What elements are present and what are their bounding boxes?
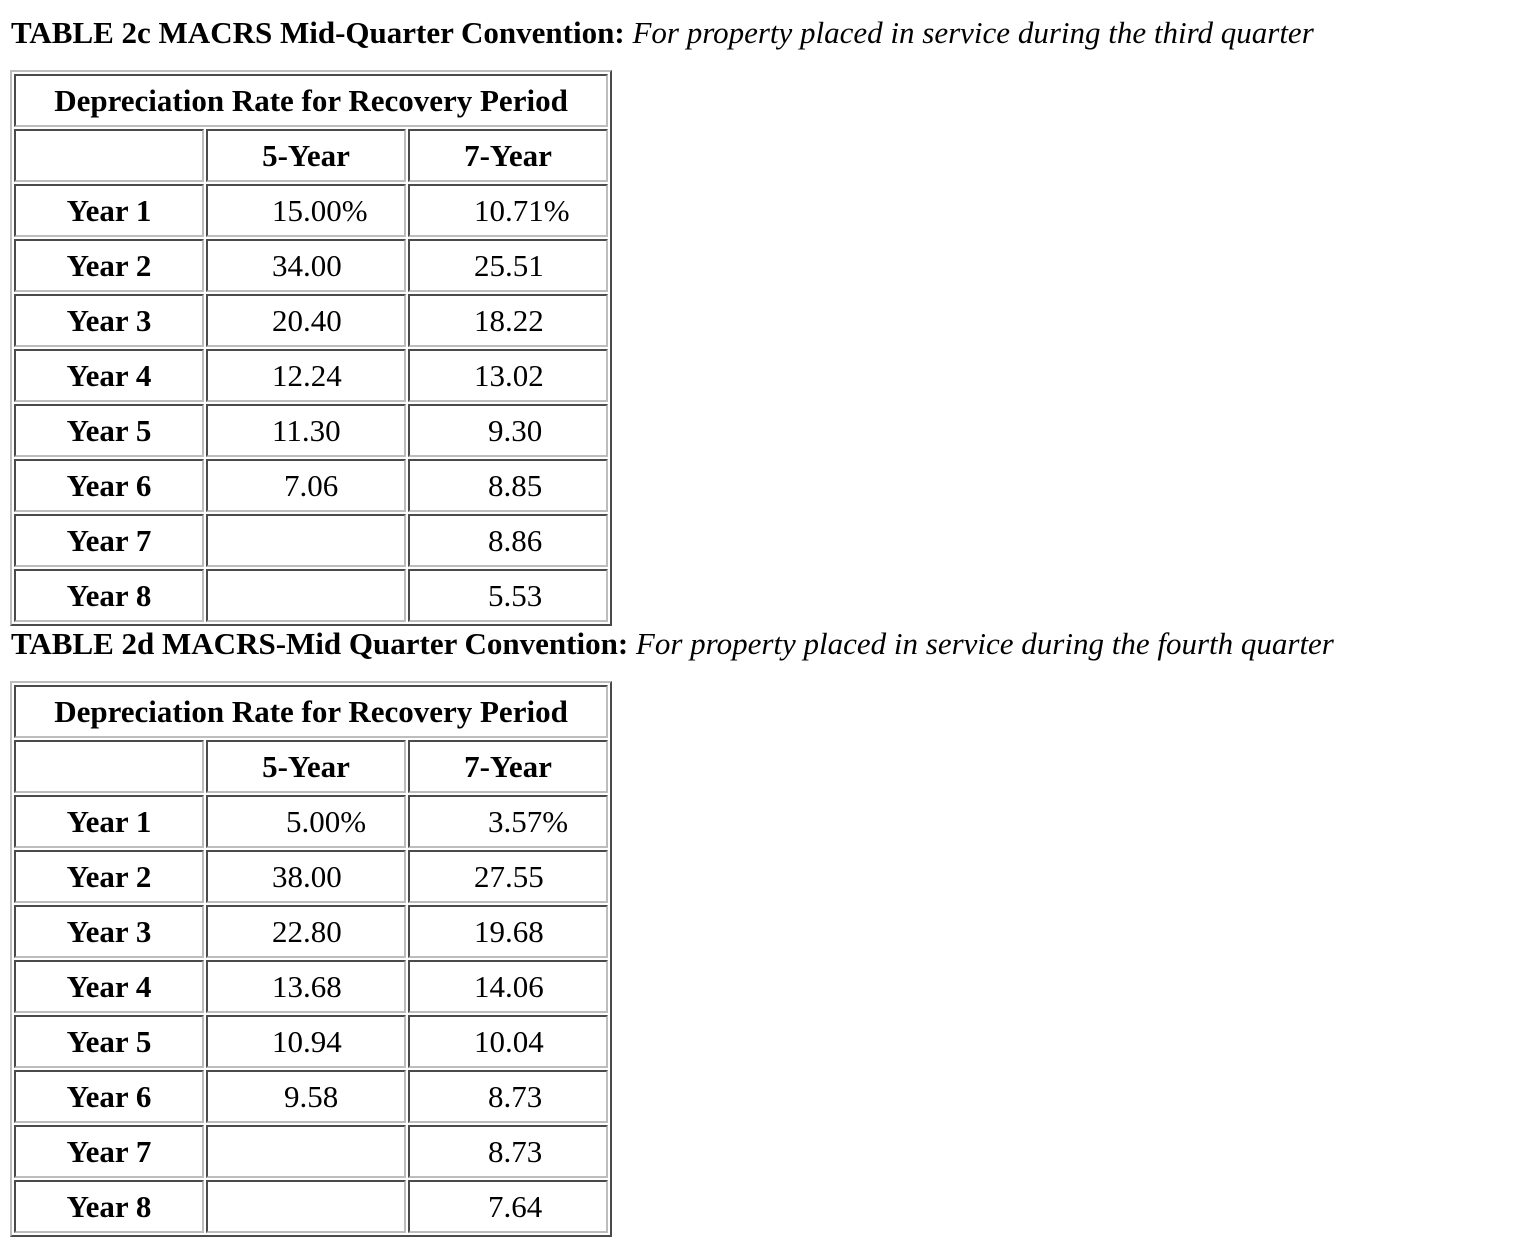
cell-7-year: 3.57% (408, 795, 608, 848)
column-header-empty (14, 740, 204, 793)
column-header-7-year: 7-Year (408, 740, 608, 793)
cell-5-year: 13.68 (206, 960, 406, 1013)
cell-7-year: 5.53 (408, 569, 608, 622)
cell-5-year (206, 514, 406, 567)
row-label: Year 5 (14, 404, 204, 457)
row-label: Year 2 (14, 850, 204, 903)
caption-row (14, 74, 608, 127)
column-header-7-year: 7-Year (408, 129, 608, 182)
row-label: Year 8 (14, 1180, 204, 1233)
cell-5-year: 10.94 (206, 1015, 406, 1068)
table-row (14, 239, 608, 292)
column-header-row (14, 740, 608, 793)
cell-5-year: 34.00 (206, 239, 406, 292)
table-row (14, 850, 608, 903)
cell-5-year: 11.30 (206, 404, 406, 457)
cell-7-year: 9.30 (408, 404, 608, 457)
cell-5-year: 15.00% (206, 184, 406, 237)
table-2d (10, 681, 612, 1237)
cell-5-year: 7.06 (206, 459, 406, 512)
table-row (14, 960, 608, 1013)
row-label: Year 2 (14, 239, 204, 292)
cell-5-year: 12.24 (206, 349, 406, 402)
table-2c-title-italic: For property placed in service during the third quarter (632, 15, 1314, 50)
table-row (14, 569, 608, 622)
cell-7-year: 14.06 (408, 960, 608, 1013)
cell-5-year: 20.40 (206, 294, 406, 347)
column-header-5-year: 5-Year (206, 740, 406, 793)
table-2c-title-bold: TABLE 2c MACRS Mid-Quarter Convention: (11, 15, 625, 50)
cell-7-year: 25.51 (408, 239, 608, 292)
table-row (14, 459, 608, 512)
row-label: Year 4 (14, 349, 204, 402)
cell-7-year: 8.73 (408, 1070, 608, 1123)
table-2d-title-bold: TABLE 2d MACRS-Mid Quarter Convention: (11, 626, 629, 661)
cell-7-year: 13.02 (408, 349, 608, 402)
table-row (14, 1015, 608, 1068)
table-2d-title-italic: For property placed in service during the fourth quarter (635, 626, 1334, 661)
cell-7-year: 10.71% (408, 184, 608, 237)
table-row (14, 1180, 608, 1233)
row-label: Year 3 (14, 294, 204, 347)
cell-5-year: 5.00% (206, 795, 406, 848)
row-label: Year 6 (14, 459, 204, 512)
cell-7-year: 8.85 (408, 459, 608, 512)
row-label: Year 8 (14, 569, 204, 622)
table-row (14, 1125, 608, 1178)
table-row (14, 1070, 608, 1123)
row-label: Year 7 (14, 1125, 204, 1178)
table-2c (10, 70, 612, 626)
cell-7-year: 27.55 (408, 850, 608, 903)
cell-5-year: 22.80 (206, 905, 406, 958)
row-label: Year 1 (14, 795, 204, 848)
caption-row (14, 685, 608, 738)
cell-5-year (206, 1180, 406, 1233)
cell-7-year: 7.64 (408, 1180, 608, 1233)
cell-7-year: 8.73 (408, 1125, 608, 1178)
column-header-5-year: 5-Year (206, 129, 406, 182)
cell-5-year: 38.00 (206, 850, 406, 903)
column-header-row (14, 129, 608, 182)
table-row (14, 184, 608, 237)
cell-7-year: 10.04 (408, 1015, 608, 1068)
table-row (14, 349, 608, 402)
row-label: Year 7 (14, 514, 204, 567)
table-row (14, 404, 608, 457)
table-row (14, 514, 608, 567)
cell-5-year (206, 1125, 406, 1178)
cell-5-year: 9.58 (206, 1070, 406, 1123)
table-row (14, 795, 608, 848)
row-label: Year 5 (14, 1015, 204, 1068)
row-label: Year 3 (14, 905, 204, 958)
cell-7-year: 18.22 (408, 294, 608, 347)
row-label: Year 4 (14, 960, 204, 1013)
cell-7-year: 8.86 (408, 514, 608, 567)
table-row (14, 294, 608, 347)
row-label: Year 1 (14, 184, 204, 237)
column-header-empty (14, 129, 204, 182)
table-row (14, 905, 608, 958)
table-caption: Depreciation Rate for Recovery Period (14, 685, 608, 738)
table-2d-title (11, 628, 1334, 659)
table-caption: Depreciation Rate for Recovery Period (14, 74, 608, 127)
table-2c-title (11, 17, 1314, 48)
cell-7-year: 19.68 (408, 905, 608, 958)
cell-5-year (206, 569, 406, 622)
row-label: Year 6 (14, 1070, 204, 1123)
